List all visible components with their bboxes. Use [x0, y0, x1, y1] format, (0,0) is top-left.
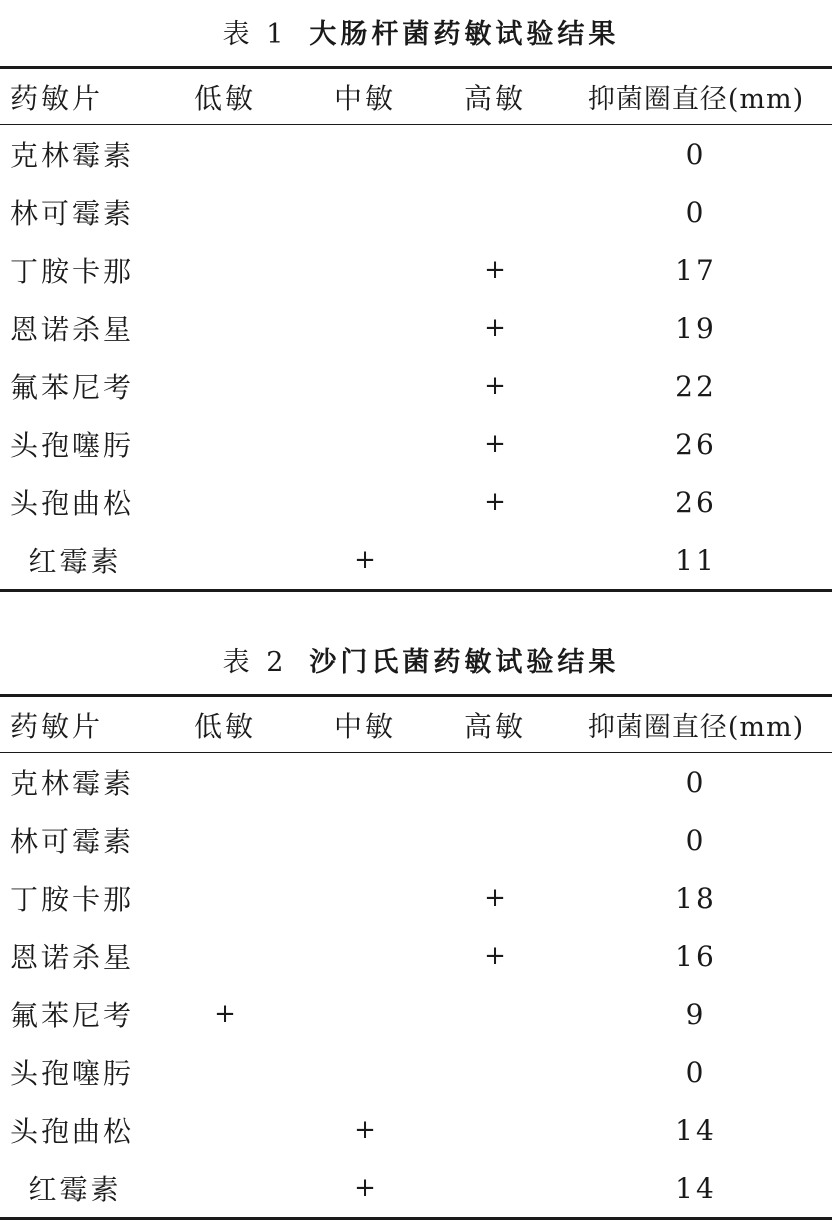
header-low-sensitivity: 低敏 [193, 81, 256, 115]
table-row [0, 1043, 832, 1101]
low-cell [150, 927, 300, 985]
diameter-cell: 0 [685, 137, 707, 171]
medium-cell [300, 241, 430, 299]
table-1 [0, 66, 832, 592]
table-row [0, 125, 832, 184]
diameter-cell: 9 [685, 997, 707, 1031]
high-cell: + [484, 941, 506, 971]
drug-name: 红霉素 [28, 545, 122, 578]
high-cell: + [484, 883, 506, 913]
medium-cell: + [354, 1173, 376, 1203]
table-row [0, 299, 832, 357]
table-1-number: 表 1 [222, 19, 288, 50]
drug-name: 头孢曲松 [10, 1115, 135, 1148]
drug-name: 恩诺杀星 [10, 313, 135, 346]
header-medium-sensitivity: 中敏 [333, 709, 396, 743]
medium-cell: + [354, 545, 376, 575]
low-cell [150, 1159, 300, 1219]
high-cell: + [484, 429, 506, 459]
medium-cell [300, 415, 430, 473]
table-row [0, 753, 832, 812]
table-row [0, 811, 832, 869]
medium-cell [300, 357, 430, 415]
table-1-block [0, 0, 832, 592]
medium-cell [300, 869, 430, 927]
low-cell [150, 811, 300, 869]
drug-name: 恩诺杀星 [10, 941, 135, 974]
low-cell [150, 299, 300, 357]
high-cell [430, 1043, 560, 1101]
drug-name: 克林霉素 [10, 139, 135, 172]
medium-cell [300, 927, 430, 985]
low-cell [150, 241, 300, 299]
table-row [0, 1159, 832, 1219]
high-cell: + [484, 255, 506, 285]
high-cell [430, 753, 560, 812]
high-cell: + [484, 313, 506, 343]
diameter-cell: 17 [675, 253, 717, 287]
drug-name: 林可霉素 [10, 197, 135, 230]
low-cell [150, 357, 300, 415]
high-cell [430, 183, 560, 241]
medium-cell [300, 473, 430, 531]
table-1-header-row [0, 68, 832, 125]
diameter-cell: 14 [675, 1113, 717, 1147]
table-row [0, 357, 832, 415]
table-1-title: 大肠杆菌药敏试验结果 [309, 19, 620, 50]
drug-name: 克林霉素 [10, 767, 135, 800]
table-row [0, 985, 832, 1043]
high-cell: + [484, 371, 506, 401]
table-row [0, 531, 832, 591]
table-2-caption [0, 628, 832, 694]
table-row [0, 241, 832, 299]
table-row [0, 869, 832, 927]
header-sensitivity-disc: 药敏片 [10, 709, 104, 743]
header-low-sensitivity: 低敏 [193, 709, 256, 743]
high-cell [430, 985, 560, 1043]
low-cell [150, 1043, 300, 1101]
low-cell [150, 753, 300, 812]
diameter-cell: 14 [675, 1171, 717, 1205]
low-cell [150, 473, 300, 531]
medium-cell [300, 183, 430, 241]
table-1-caption [0, 0, 832, 66]
drug-name: 氟苯尼考 [10, 371, 135, 404]
diameter-cell: 0 [685, 823, 707, 857]
diameter-cell: 26 [675, 427, 717, 461]
header-medium-sensitivity: 中敏 [333, 81, 396, 115]
high-cell: + [484, 487, 506, 517]
drug-name: 头孢曲松 [10, 487, 135, 520]
low-cell: + [214, 999, 236, 1029]
table-2-block [0, 628, 832, 1220]
medium-cell [300, 985, 430, 1043]
low-cell [150, 125, 300, 184]
header-sensitivity-disc: 药敏片 [10, 81, 104, 115]
low-cell [150, 1101, 300, 1159]
header-high-sensitivity: 高敏 [463, 709, 526, 743]
high-cell [430, 531, 560, 591]
high-cell [430, 811, 560, 869]
drug-name: 头孢噻肟 [10, 1057, 135, 1090]
drug-name: 氟苯尼考 [10, 999, 135, 1032]
diameter-cell: 18 [675, 881, 717, 915]
drug-name: 丁胺卡那 [10, 883, 135, 916]
medium-cell: + [354, 1115, 376, 1145]
table-2 [0, 694, 832, 1220]
high-cell [430, 1101, 560, 1159]
table-row [0, 183, 832, 241]
diameter-cell: 0 [685, 765, 707, 799]
table-row [0, 473, 832, 531]
table-row [0, 927, 832, 985]
header-inhibition-zone-diameter: 抑菌圈直径(mm) [587, 712, 805, 743]
medium-cell [300, 125, 430, 184]
drug-name: 红霉素 [28, 1173, 122, 1206]
drug-name: 头孢噻肟 [10, 429, 135, 462]
table-2-number: 表 2 [222, 647, 288, 678]
high-cell [430, 1159, 560, 1219]
medium-cell [300, 811, 430, 869]
table-row [0, 415, 832, 473]
table-2-header-row [0, 696, 832, 753]
medium-cell [300, 753, 430, 812]
medium-cell [300, 1043, 430, 1101]
high-cell [430, 125, 560, 184]
low-cell [150, 415, 300, 473]
drug-name: 林可霉素 [10, 825, 135, 858]
low-cell [150, 869, 300, 927]
diameter-cell: 22 [675, 369, 717, 403]
header-high-sensitivity: 高敏 [463, 81, 526, 115]
diameter-cell: 16 [675, 939, 717, 973]
table-row [0, 1101, 832, 1159]
drug-name: 丁胺卡那 [10, 255, 135, 288]
table-2-title: 沙门氏菌药敏试验结果 [309, 647, 620, 678]
medium-cell [300, 299, 430, 357]
header-inhibition-zone-diameter: 抑菌圈直径(mm) [587, 84, 805, 115]
diameter-cell: 19 [675, 311, 717, 345]
low-cell [150, 183, 300, 241]
diameter-cell: 0 [685, 195, 707, 229]
diameter-cell: 11 [675, 543, 717, 577]
diameter-cell: 26 [675, 485, 717, 519]
low-cell [150, 531, 300, 591]
diameter-cell: 0 [685, 1055, 707, 1089]
